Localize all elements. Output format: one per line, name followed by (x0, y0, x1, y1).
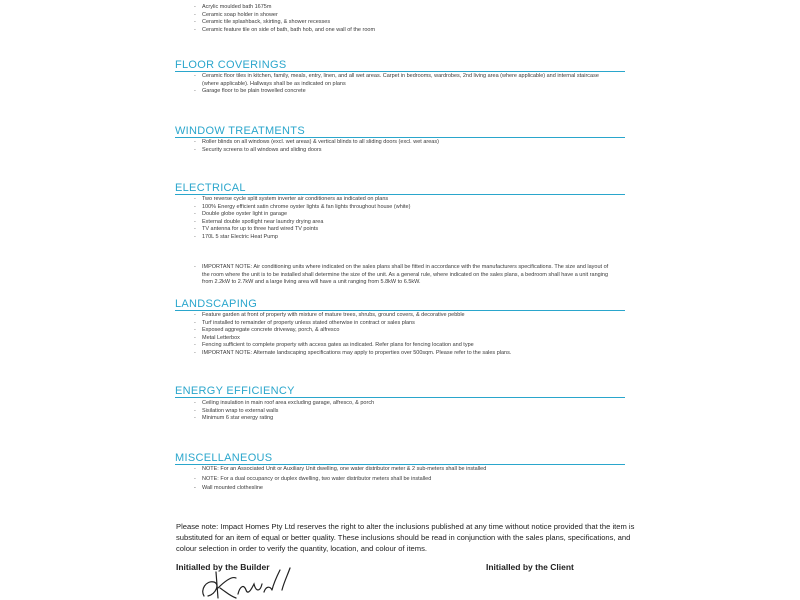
energy-efficiency-list (194, 400, 374, 423)
list-item: - Ceramic soap holder in shower (194, 12, 375, 20)
section-divider (175, 397, 625, 398)
bath-list (194, 4, 375, 34)
section-divider (175, 194, 625, 195)
list-item: - Wall mounted clothesline (194, 485, 486, 493)
section-divider (175, 71, 625, 72)
list-item: - Two reverse cycle split system inverter air conditioners as indicated on plans (194, 196, 410, 204)
list-item: - Garage floor to be plain trowelled concrete (194, 88, 612, 96)
list-item: - Ceramic feature tile on side of bath, bath hob, and one wall of the room (194, 27, 375, 35)
energy-efficiency-heading: ENERGY EFFICIENCY (175, 385, 295, 397)
floor-coverings-heading: FLOOR COVERINGS (175, 59, 287, 71)
client-initial-label: Initialled by the Client (486, 562, 574, 572)
list-item: - Fencing sufficient to complete property with access gates as indicated. Refer plans for fencing location and type (194, 342, 511, 350)
section-divider (175, 310, 625, 311)
list-item: - Roller blinds on all windows (excl. wet areas) & vertical blinds to all sliding doors (excl. wet areas) (194, 139, 439, 147)
electrical-heading: ELECTRICAL (175, 182, 246, 194)
list-item: - NOTE: For an Associated Unit or Auxiliary Unit dwelling, one water distributor meter & 2 sub-meters shall be installed (194, 466, 486, 474)
disclaimer-notice: Please note: Impact Homes Pty Ltd reserves the right to alter the inclusions published at any time without notice provided that the item is substituted for an item of equal or better quality. These inclusions should be read in conjunction with the sales plans, specifications, and colour selection in order to verify the quantity, location, and colour of items. (176, 522, 635, 553)
list-item: - IMPORTANT NOTE: Alternate landscaping specifications may apply to properties over 500sqm. Please refer to the sales plans. (194, 350, 511, 358)
builder-initial-label: Initialled by the Builder (176, 562, 270, 572)
list-item: - Ceramic floor tiles in kitchen, family, meals, entry, linen, and all wet areas. Carpet in bedrooms, wardrobes, 2nd living area (where applicable) and internal staircase (where applicable). Hallways shall be as indicated on plans (194, 73, 612, 88)
list-item: - TV antenna for up to three hard wired TV points (194, 226, 410, 234)
floor-coverings-list (194, 73, 612, 96)
list-item: - Double globe oyster light in garage (194, 211, 410, 219)
landscaping-list (194, 312, 511, 358)
list-item: - Acrylic moulded bath 1675m (194, 4, 375, 12)
landscaping-heading: LANDSCAPING (175, 298, 258, 310)
list-item: - Ceiling insulation in main roof area excluding garage, alfresco, & porch (194, 400, 374, 408)
miscellaneous-heading: MISCELLANEOUS (175, 452, 273, 464)
list-item: - Minimum 6 star energy rating (194, 415, 374, 423)
list-item: - Turf installed to remainder of property unless stated otherwise in contract or sales plans (194, 320, 511, 328)
window-treatments-heading: WINDOW TREATMENTS (175, 125, 305, 137)
list-item: - External double spotlight near laundry drying area (194, 219, 410, 227)
miscellaneous-list (194, 466, 486, 493)
list-item: - Exposed aggregate concrete driveway, porch, & alfresco (194, 327, 511, 335)
list-item: - Sisilation wrap to external walls (194, 408, 374, 416)
list-item: - 170L 5 star Electric Heat Pump (194, 234, 410, 242)
list-item: - Metal Letterbox (194, 335, 511, 343)
electrical-list (194, 196, 410, 242)
list-item: - Security screens to all windows and sliding doors (194, 147, 439, 155)
list-item: - 100% Energy efficient satin chrome oyster lights & fan lights throughout house (white) (194, 204, 410, 212)
list-item: - Feature garden at front of property with mixture of mature trees, shrubs, ground covers, & decorative pebble (194, 312, 511, 320)
section-divider (175, 464, 625, 465)
important-note: - IMPORTANT NOTE: Air conditioning units where indicated on the sales plans shall be fitted in accordance with the manufacturers specifications. The size and layout of the room where the unit is to be installed shall determine the size of the unit. As a general rule, where indicated on the sales plans, a bedroom shall have a unit ranging from 2.2kW to 2.7kW and a large living area will have a unit ranging from 5.8kW to 6.5kW. (194, 264, 612, 287)
electrical-note (194, 264, 612, 287)
section-divider (175, 137, 625, 138)
window-treatments-list (194, 139, 439, 154)
builder-signature (196, 566, 306, 600)
list-item: - NOTE: For a dual occupancy or duplex dwelling, two water distributor meters shall be installed (194, 476, 486, 484)
list-item: - Ceramic tile splashback, skirting, & shower recesses (194, 19, 375, 27)
